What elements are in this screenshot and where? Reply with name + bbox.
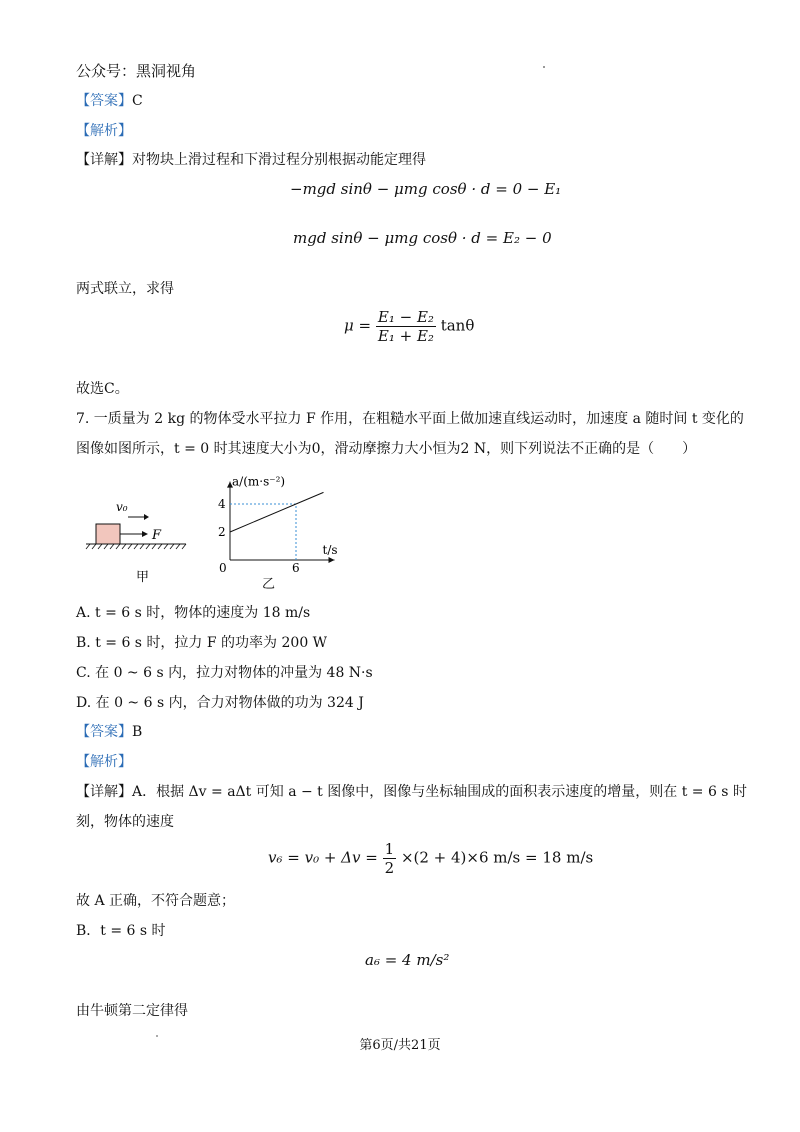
equation-2: mgd sinθ − μmg cosθ · d = E₂ − 0 (293, 229, 552, 247)
analysis-label: 【解析】 (76, 754, 132, 770)
eq4-lhs: v₆ = v₀ + Δv = (268, 848, 378, 867)
watermark-text: 公众号：黑洞视角 (76, 62, 197, 80)
q7-detail-line-2: 刻，物体的速度 (76, 814, 174, 830)
q7-analysis-line (76, 753, 132, 771)
equation-3 (344, 308, 474, 345)
answer-value: C (132, 93, 143, 109)
guide-lines (230, 504, 296, 560)
option-d: D. 在 0 ~ 6 s 内，合力对物体做的功为 324 J (76, 695, 364, 711)
y-axis-label: a/(m·s⁻²) (232, 474, 286, 489)
eq4-numerator: 1 (384, 840, 395, 858)
ground-hatching (86, 544, 186, 549)
q6-answer-line (76, 92, 143, 110)
header-dot (543, 66, 545, 68)
option-b: B. t = 6 s 时，拉力 F 的功率为 200 W (76, 635, 328, 651)
equation-4 (268, 840, 593, 877)
answer-label: 【答案】 (76, 93, 132, 109)
option-a: A. t = 6 s 时，物体的速度为 18 m/s (76, 605, 311, 621)
a-correct-line: 故 A 正确，不符合题意； (76, 893, 236, 909)
eq3-numerator: E₁ − E₂ (377, 308, 434, 326)
q6-detail-line (76, 151, 426, 169)
equation-5: a₆ = 4 m/s² (365, 951, 450, 969)
page-footer: 第6页/共21页 (359, 1038, 441, 1053)
answer-label: 【答案】 (76, 724, 132, 740)
figure-block-on-surface (82, 495, 202, 585)
series-line-0 (230, 492, 324, 532)
eq3-denominator: E₁ + E₂ (377, 327, 434, 345)
detail-label: 【详解】 (76, 784, 132, 800)
b-line: B．t = 6 s 时 (76, 923, 166, 939)
velocity-label: v₀ (116, 500, 128, 514)
detail-label: 【详解】 (76, 152, 132, 168)
origin-label: 0 (219, 561, 227, 575)
force-arrow-head (142, 531, 148, 537)
eq3-fraction (376, 308, 436, 345)
eq4-rhs: ×(2 + 4)×6 m/s = 18 m/s (400, 848, 594, 867)
detail-text: A．根据 Δv = aΔt 可知 a − t 图像中，图像与坐标轴围成的面积表示速度的增量，则在 t = 6 s 时 (132, 784, 747, 800)
answer-value: B (132, 724, 143, 740)
block (96, 524, 120, 544)
y-tick-label: 4 (218, 497, 226, 511)
velocity-arrow-head (144, 514, 149, 520)
force-label: F (152, 528, 162, 543)
y-tick-label: 2 (218, 525, 226, 539)
x-tick-label: 6 (292, 561, 300, 575)
newton-line: 由牛顿第二定律得 (76, 1003, 188, 1019)
q6-analysis-line (76, 122, 132, 140)
q7-answer-line (76, 723, 142, 741)
detail-text: 对物块上滑过程和下滑过程分别根据动能定理得 (132, 152, 426, 168)
q7-stem-line-2: 图像如图所示，t = 0 时其速度大小为0，滑动摩擦力大小恒为2 N，则下列说法不正确的是（ ） (76, 441, 697, 457)
figure-right-caption: 乙 (262, 577, 276, 592)
equation-1: −mgd sinθ − μmg cosθ · d = 0 − E₁ (290, 180, 562, 198)
q6-combine-text: 两式联立，求得 (76, 281, 174, 297)
eq3-rhs: tanθ (440, 316, 475, 335)
option-c: C. 在 0 ~ 6 s 内，拉力对物体的冲量为 48 N·s (76, 665, 373, 681)
q6-conclusion: 故选C。 (76, 381, 129, 397)
figure-left-caption: 甲 (136, 570, 150, 585)
eq3-lhs: μ = (344, 316, 372, 335)
x-axis-label: t/s (322, 543, 338, 557)
q7-detail-line-1 (76, 783, 747, 801)
eq4-denominator: 2 (384, 859, 395, 877)
eq4-fraction (383, 840, 397, 877)
analysis-label: 【解析】 (76, 123, 132, 139)
data-series (230, 492, 324, 532)
q7-stem-line-1: 7. 一质量为 2 kg 的物体受水平拉力 F 作用，在粗糙水平面上做加速直线运动时，加速度 a 随时间 t 变化的 (76, 411, 744, 427)
x-axis-arrow (329, 557, 335, 563)
